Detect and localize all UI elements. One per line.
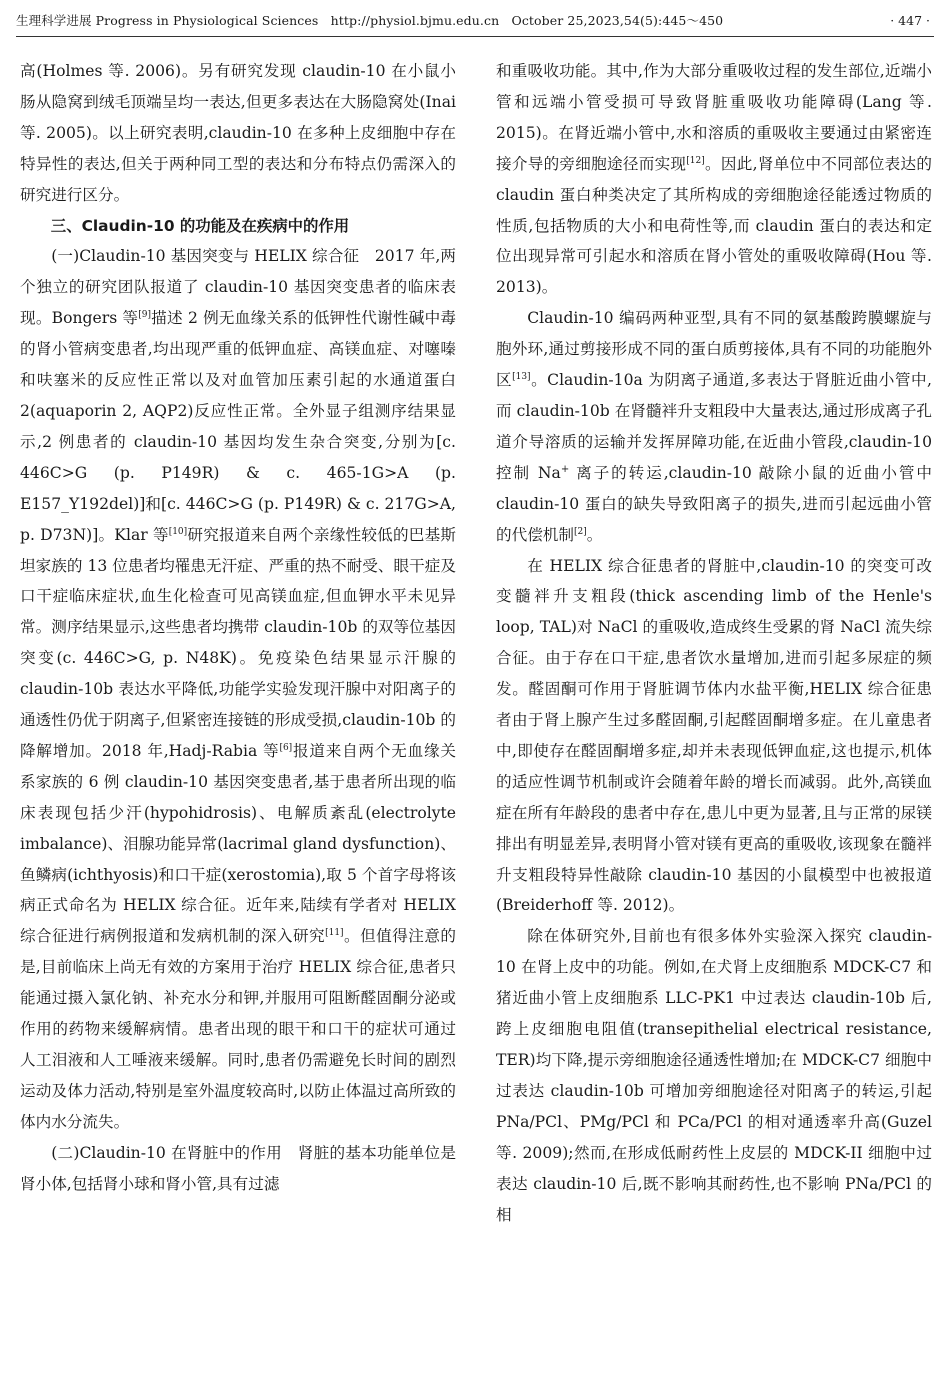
text-run: 。因此,肾单位中不同部位表达的 claudin 蛋白种类决定了其所构成的旁细胞途径能透过物质的性质,包括物质的大小和电荷性等,而 claudin 蛋白的表达和定位出现异常可引起水和溶质在肾小管处的重吸收障碍(Hou 等. 2013)。 xyxy=(496,154,932,297)
paragraph-in-vitro: 除在体研究外,目前也有很多体外实验深入探究 claudin-10 在肾上皮中的功能。例如,在犬肾上皮细胞系 MDCK-C7 和猪近曲小管上皮细胞系 LLC-PK1 中过表达 claudin-10b 后,跨上皮细胞电阻值(transepithelial electrical resistance, TER)均下降,提示旁细胞途径通透性增加;在 MDCK-C7 细胞中过表达 claudin-10b 可增加旁细胞途径对阳离子的转运,引起 PNa/PCl、PMg/PCl 和 PCa/PCl 的相对通透率升高(Guzel 等. 2009);然而,在形成低耐药性上皮层的 MDCK-II 细胞中过表达 claudin-10 后,既不影响其耐药性,也不影响 PNa/PCl 的相 xyxy=(496,927,932,1224)
text-run: 和重吸收功能。其中,作为大部分重吸收过程的发生部位,近端小管和远端小管受损可导致肾脏重吸收功能障碍(Lang 等. 2015)。在肾近端小管中,水和溶质的重吸收主要通过由紧密连接介导的旁细胞途径而实现 xyxy=(496,62,932,173)
paragraph-expression-summary: 高(Holmes 等. 2006)。另有研究发现 claudin-10 在小鼠小肠从隐窝到绒毛顶端呈均一表达,但更多表达在大肠隐窝处(Inai 等. 2005)。以上研究表明,claudin-10 在多种上皮细胞中存在特异性的表达,但关于两种同工型的表达和分布特点仍需深入的研究进行区分。 xyxy=(20,62,456,204)
paragraph-reabsorption xyxy=(496,56,932,303)
page-number: · 447 · xyxy=(890,13,930,28)
text-run: 研究报道来自两个亲缘性较低的巴基斯坦家族的 13 位患者均罹患无汗症、严重的热不耐受、眼干症及口干症临床症状,血生化检查可见高镁血症,但血钾水平未见异常。测序结果显示,这些患者均携带 claudin-10b 的双等位基因突变(c. 446C>G, p. N48K)。免疫染色结果显示汗腺的 claudin-10b 表达水平降低,功能学实验发现汗腺中对阳离子的通透性仍优于阴离子,但紧密连接链的形成受损,claudin-10b 的降解增加。2018 年,Hadj-Rabia 等 xyxy=(20,525,456,760)
citation-ref: [12] xyxy=(686,155,705,166)
section-heading: 三、Claudin-10 的功能及在疾病中的作用 xyxy=(50,216,350,235)
paragraph-helix-kidney: 在 HELIX 综合征患者的肾脏中,claudin-10 的突变可改变髓袢升支粗段(thick ascending limb of the Henle's loop, TAL)对 NaCl 的重吸收,造成终生受累的肾 NaCl 流失综合征。由于存在口干症,患者饮水量增加,进而引起多尿症的频发。醛固酮可作用于肾脏调节体内水盐平衡,HELIX 综合征患者由于肾上腺产生过多醛固酮,引起醛固酮增多症。在儿童患者中,即使存在醛固酮增多症,却并未表现低钾血症,这也提示,机体的适应性调节机制或许会随着年龄的增长而减弱。此外,高镁血症在所有年龄段的患者中存在,患儿中更为显著,且与正常的尿镁排出有明显差异,表明肾小管对镁有更高的重吸收,该现象在髓袢升支粗段特异性敲除 claudin-10 基因的小鼠模型中也被报道(Breiderhoff 等. 2012)。 xyxy=(496,556,932,915)
issue-date: October 25,2023,54(5):445～450 xyxy=(511,13,724,28)
text-run: 报道来自两个无血缘关系家族的 6 例 claudin-10 基因突变患者,基于患者所出现的临床表现包括少汗(hypohidrosis)、电解质紊乱(electrolyte imbalance)、泪腺功能异常(lacrimal gland dysfunction)、鱼鳞病(ichthyosis)和口干症(xerostomia),取 5 个首字母将该病正式命名为 HELIX 综合征。近年来,陆续有学者对 HELIX 综合征进行病例报道和发病机制的深入研究 xyxy=(20,741,456,946)
journal-name: 生理科学进展 Progress in Physiological Sciences xyxy=(16,13,319,28)
citation-ref: [2] xyxy=(573,526,587,537)
left-column xyxy=(20,56,456,1374)
right-column xyxy=(496,56,932,1374)
citation-ref: [11] xyxy=(325,928,344,939)
citation-ref: [9] xyxy=(138,310,151,321)
text-run: 。但值得注意的是,目前临床上尚无有效的方案用于治疗 HELIX 综合征,患者只能通过摄入氯化钠、补充水分和钾,并服用可阻断醛固酮分泌或作用的药物来缓解病情。患者出现的眼干和口干的症状可通过人工泪液和人工唾液来缓解。同时,患者仍需避免长时间的剧烈运动及体力活动,特别是室外温度较高时,以防止体温过高所致的体内水分流失。 xyxy=(20,927,456,1131)
text-run: 描述 2 例无血缘关系的低钾性代谢性碱中毒的肾小管病变患者,均出现严重的低钾血症、高镁血症、对噻嗪和呋塞米的反应性正常以及对血管加压素引起的水通道蛋白 2(aquaporin 2, AQP2)反应性正常。全外显子组测序结果显示,2 例患者的 claudin-10 基因均发生杂合突变,分别为[c. 446C>G (p. P149R) & c. 465-1G>A (p. E157_Y192del)]和[c. 446C>G (p. P149R) & c. 217G>A, p. D73N)]。Klar 等 xyxy=(20,309,456,544)
citation-ref: [6] xyxy=(279,742,293,753)
running-header xyxy=(16,6,934,37)
text-run: 。 xyxy=(586,525,603,544)
paragraph-helix-syndrome xyxy=(20,241,456,1137)
citation-ref: [10] xyxy=(168,526,188,537)
journal-url: http://physiol.bjmu.edu.cn xyxy=(330,13,500,28)
text-run: 。Claudin-10a 为阴离子通道,多表达于肾脏近曲小管中,而 claudin-10b 在肾髓袢升支粗段中大量表达,通过形成离子孔道介导溶质的运输并发挥屏障功能,在近曲小管段,claudin-10 控制 Na xyxy=(496,371,932,482)
text-run: Claudin-10 编码两种亚型,具有不同的氨基酸跨膜螺旋与胞外环,通过剪接形成不同的蛋白质剪接体,具有不同的功能胞外区 xyxy=(496,309,932,390)
text-run: (一)Claudin-10 基因突变与 HELIX 综合征 2017 年,两个独立的研究团队报道了 claudin-10 基因突变患者的临床表现。Bongers 等 xyxy=(20,247,456,328)
header-citation xyxy=(16,6,723,36)
text-run: 离子的转运,claudin-10 敲除小鼠的近曲小管中 claudin-10 蛋白的缺失导致阳离子的损失,进而引起远曲小管的代偿机制 xyxy=(496,463,932,544)
paragraph-kidney-role: (二)Claudin-10 在肾脏中的作用 肾脏的基本功能单位是肾小体,包括肾小球和肾小管,具有过滤 xyxy=(20,1143,456,1193)
paragraph-isoforms xyxy=(496,303,932,550)
ion-charge: + xyxy=(560,463,570,475)
citation-ref: [13] xyxy=(512,372,531,383)
